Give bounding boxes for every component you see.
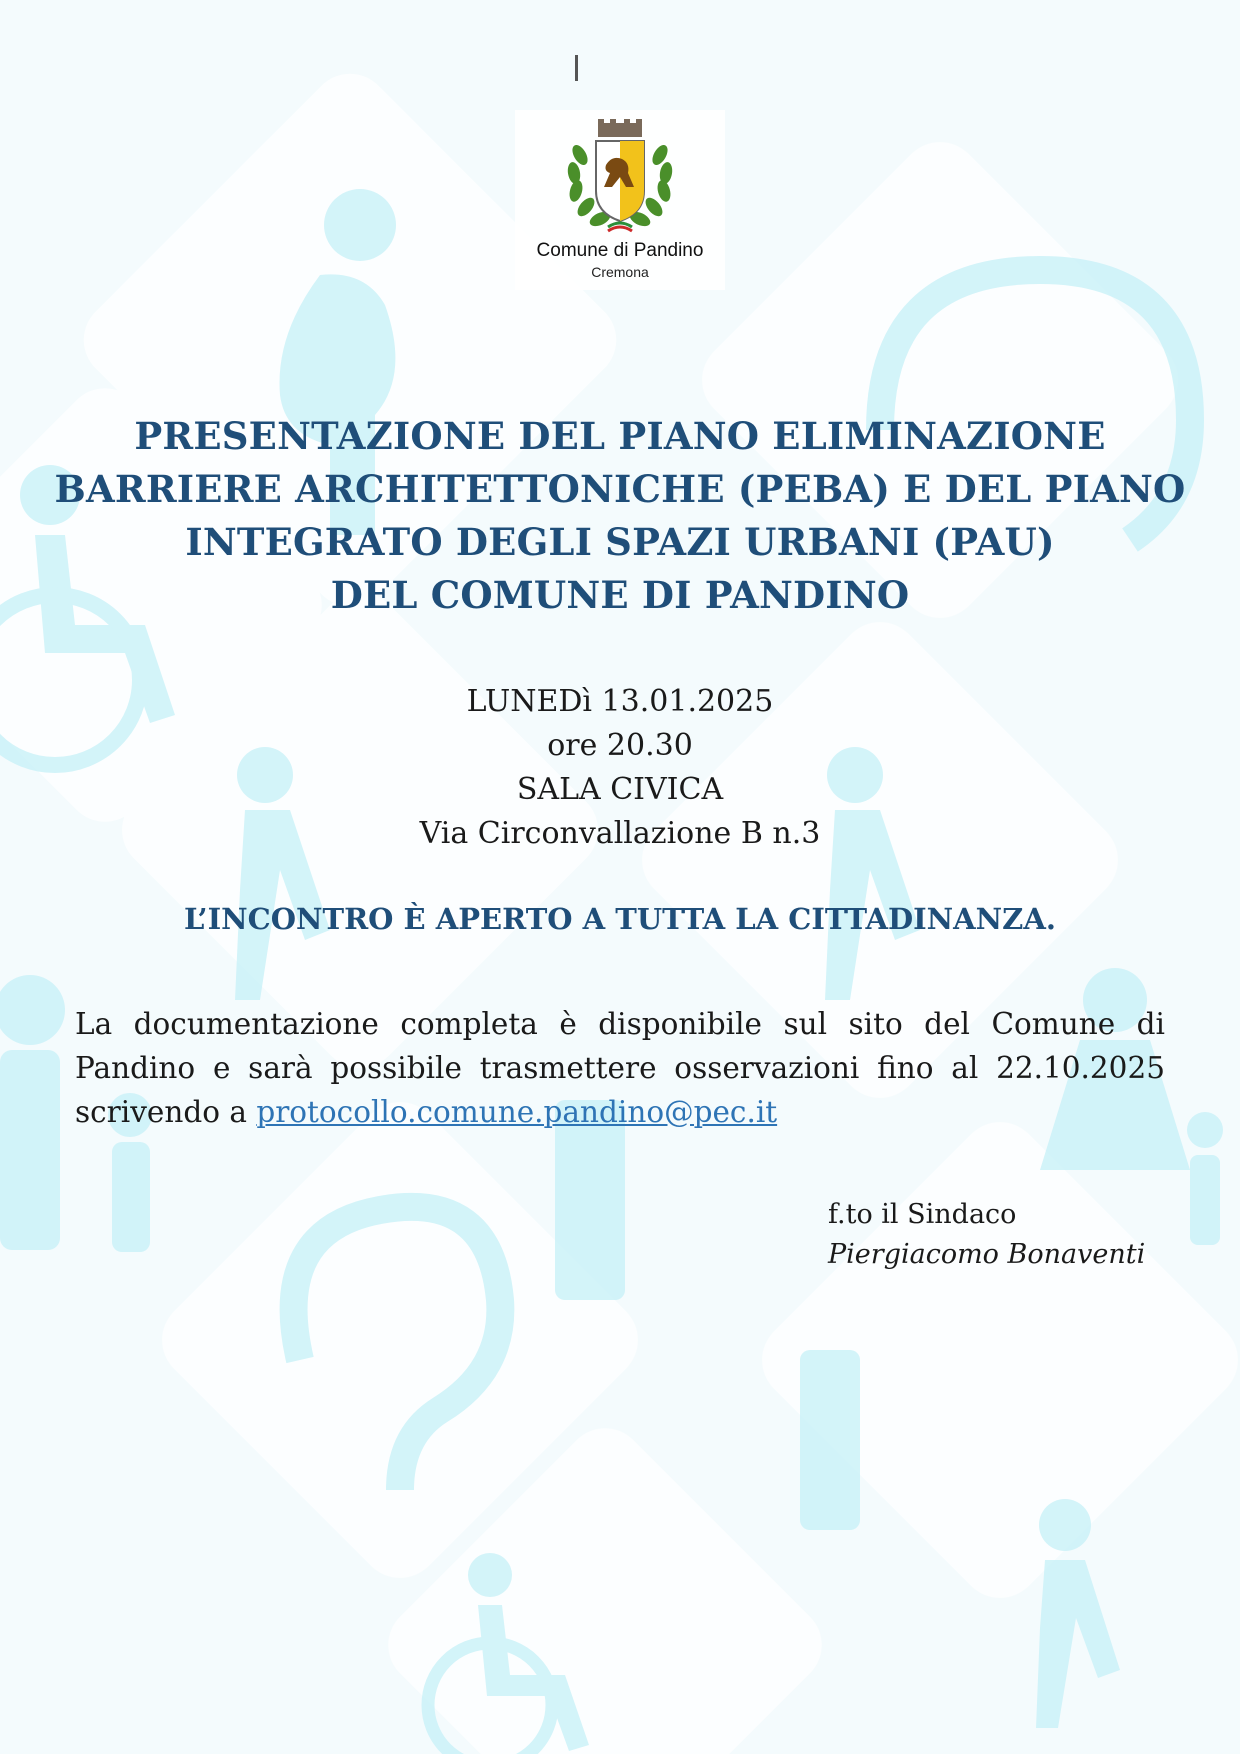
page-title — [40, 410, 1200, 622]
signature-name: Piergiacomo Bonaventi — [828, 1239, 1146, 1270]
municipality-logo — [515, 110, 725, 290]
coat-of-arms-icon — [560, 115, 680, 240]
title-line: INTEGRATO DEGLI SPAZI URBANI (PAU) — [185, 520, 1055, 564]
event-venue: SALA CIVICA — [516, 772, 724, 807]
open-to-public-notice: L’INCONTRO È APERTO A TUTTA LA CITTADINANZA. — [184, 902, 1056, 936]
event-address: Via Circonvallazione B n.3 — [419, 816, 821, 851]
title-line: BARRIERE ARCHITETTONICHE (PEBA) E DEL PIANO — [54, 467, 1186, 511]
text-cursor-mark — [575, 55, 578, 81]
signature-block — [828, 1195, 1145, 1275]
email-link[interactable]: protocollo.comune.pandino@pec.it — [256, 1094, 778, 1129]
logo-province-name: Cremona — [591, 264, 649, 280]
documentation-paragraph — [75, 1002, 1165, 1134]
title-line: DEL COMUNE DI PANDINO — [330, 573, 910, 617]
logo-municipality-name: Comune di Pandino — [536, 240, 704, 261]
signature-role: f.to il Sindaco — [828, 1199, 1017, 1230]
title-line: PRESENTAZIONE DEL PIANO ELIMINAZIONE — [134, 414, 1106, 458]
documentation-text: La documentazione completa è disponibile sul sito del Comune di Pandino e sarà possibile trasmettere osservazioni fino al 22.10.2025 scrivendo a — [75, 1006, 1165, 1129]
event-date: LUNEDì 13.01.2025 — [466, 684, 774, 719]
event-details — [0, 680, 1240, 856]
event-time: ore 20.30 — [547, 728, 693, 763]
